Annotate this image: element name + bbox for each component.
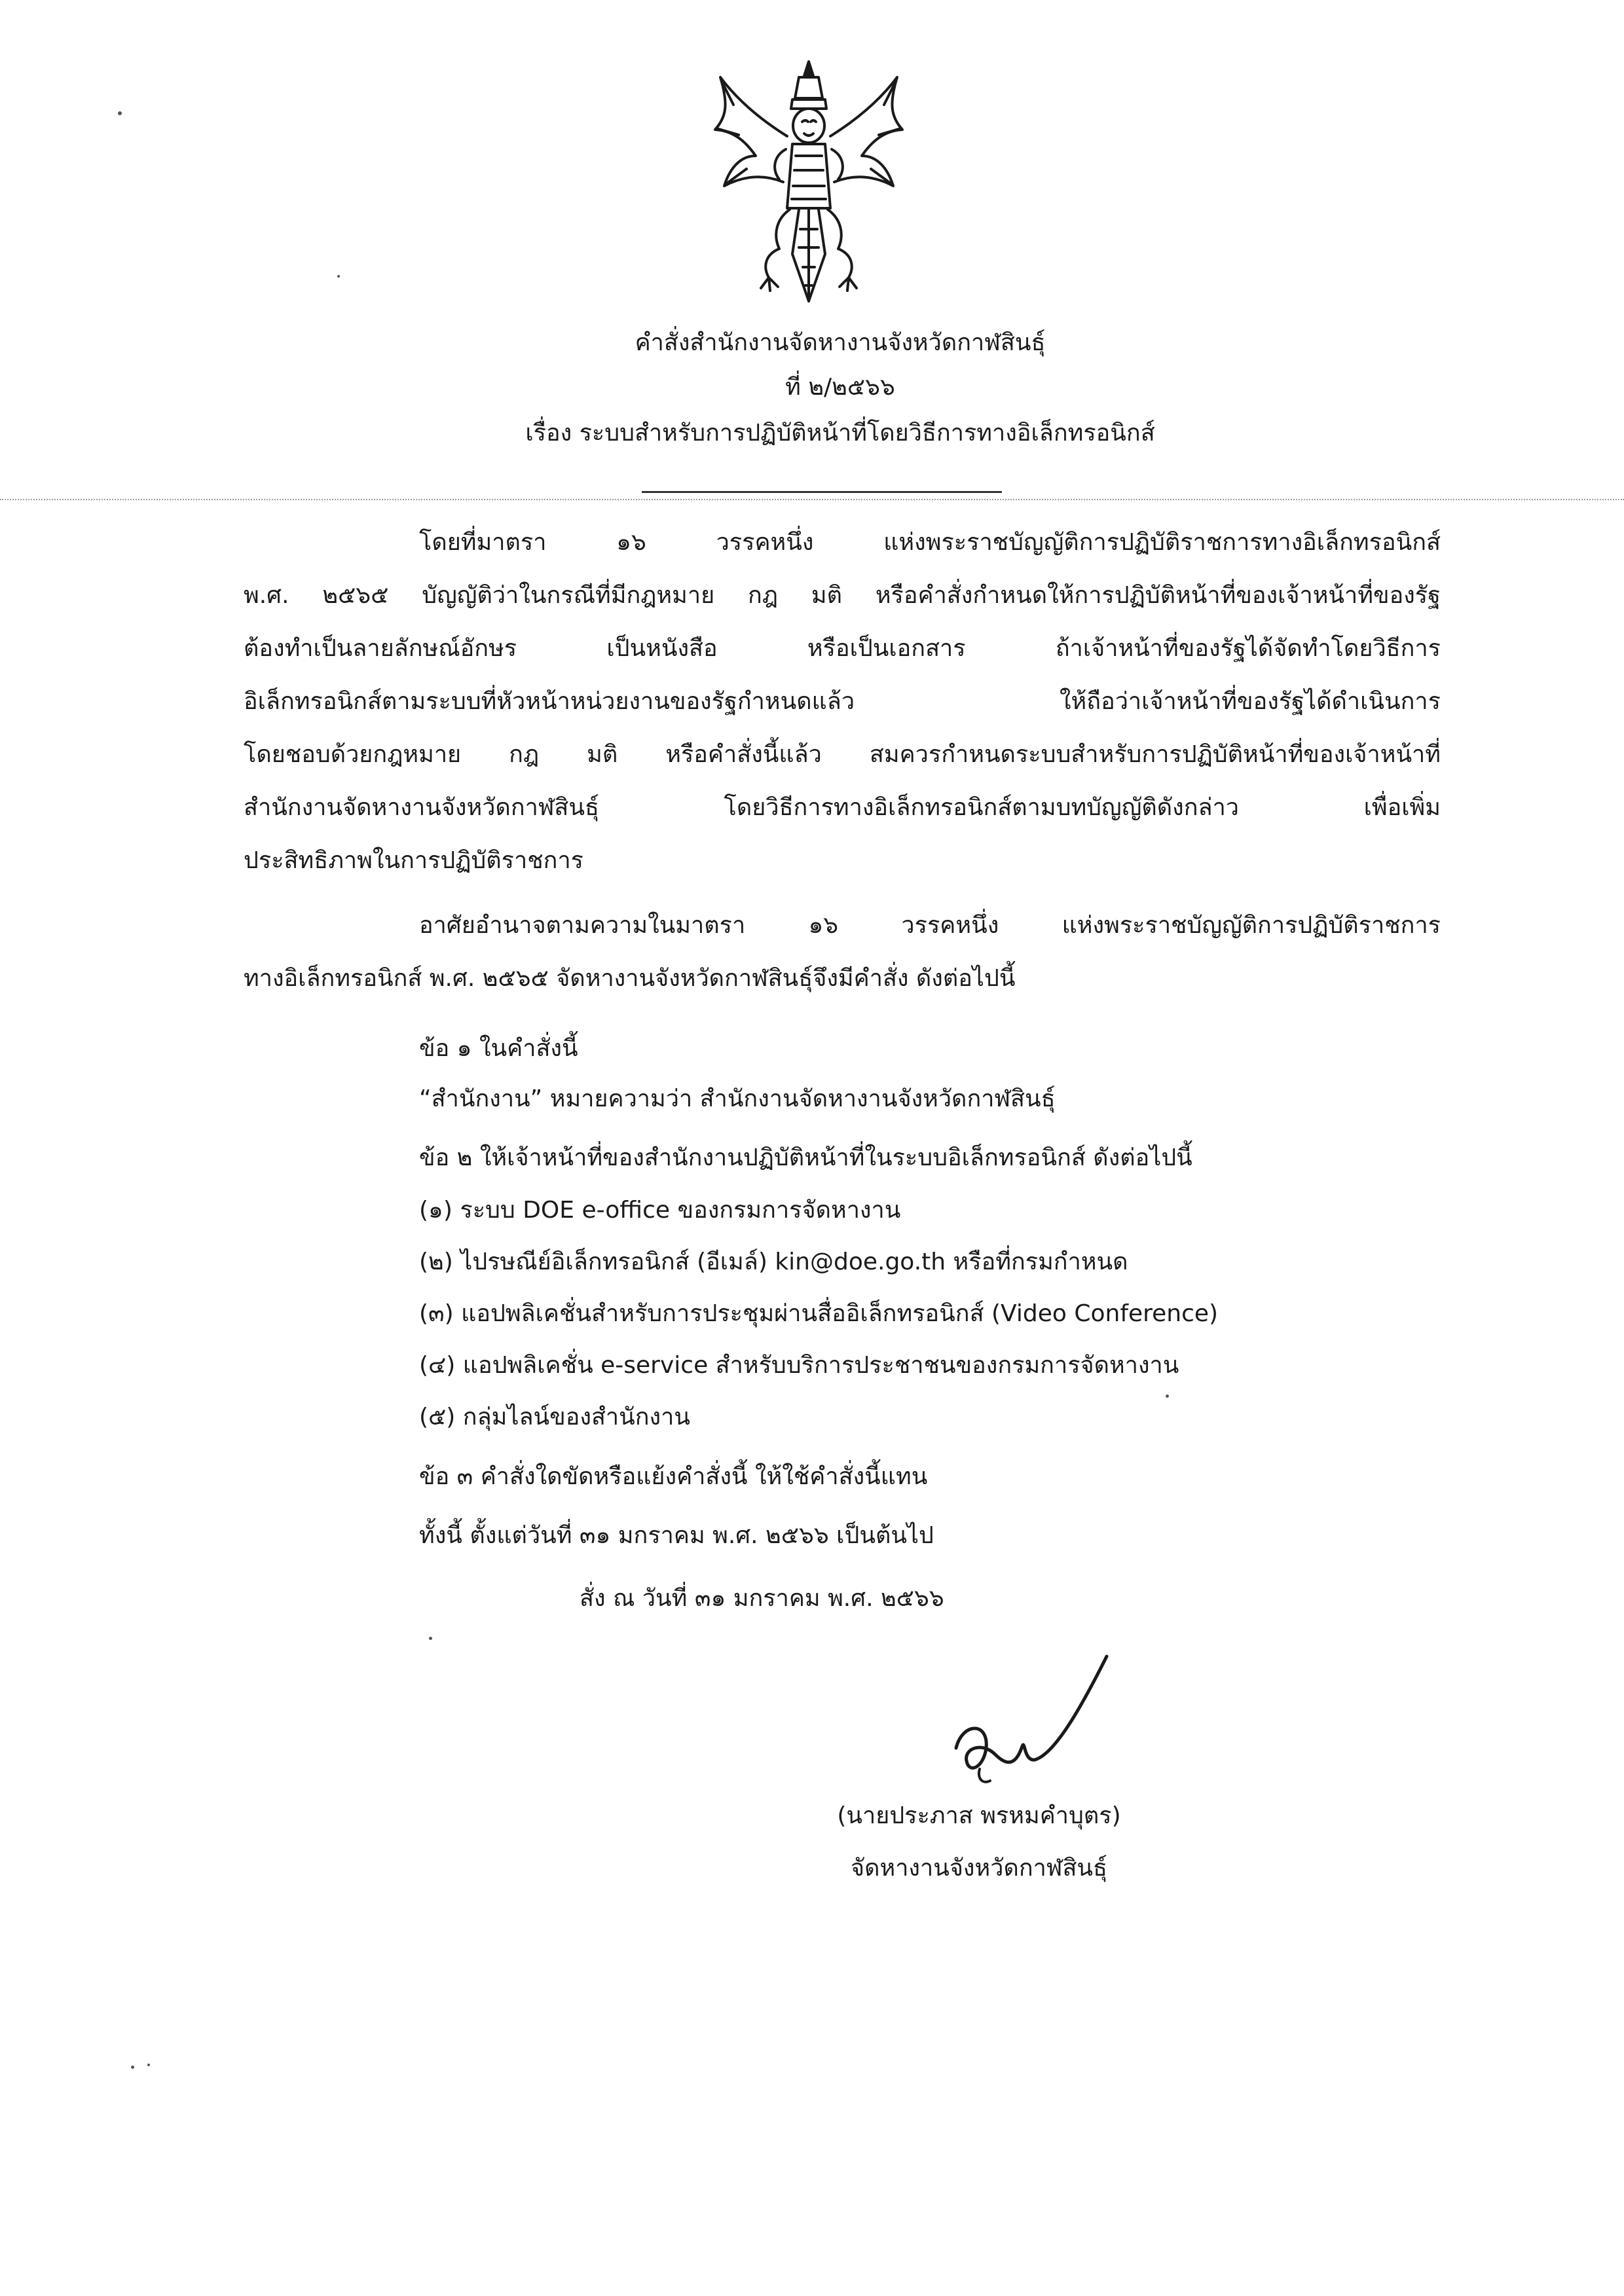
clause-2-item-4: (๔) แอปพลิเคชั่น e-service สำหรับบริการประชาชนของกรมการจัดหางาน	[419, 1352, 1179, 1379]
preamble-line-7: ประสิทธิภาพในการปฏิบัติราชการ	[244, 847, 583, 874]
order-subject: เรื่อง ระบบสำหรับการปฏิบัติหน้าที่โดยวิธีการทางอิเล็กทรอนิกส์	[525, 420, 1155, 446]
preamble-line-3: ต้องทำเป็นลายลักษณ์อักษร เป็นหนังสือ หรือเป็นเอกสาร ถ้าเจ้าหน้าที่ของรัฐได้จัดทำโดยวิธีการ	[244, 635, 1441, 662]
clause-2-item-1: (๑) ระบบ DOE e-office ของกรมการจัดหางาน	[419, 1197, 901, 1224]
preamble-line-2: พ.ศ. ๒๕๖๕ บัญญัติว่าในกรณีที่มีกฎหมาย กฎ มติ หรือคำสั่งกำหนดให้การปฏิบัติหน้าที่ของเจ้าหน้าที่ของรัฐ	[244, 582, 1441, 609]
clause-2-heading: ข้อ ๒ ให้เจ้าหน้าที่ของสำนักงานปฏิบัติหน้าที่ในระบบอิเล็กทรอนิกส์ ดังต่อไปนี้	[419, 1144, 1192, 1171]
effective-date: ทั้งนี้ ตั้งแต่วันที่ ๓๑ มกราคม พ.ศ. ๒๕๖๖ เป็นต้นไป	[419, 1522, 934, 1549]
signatory-name: (นายประภาส พรหมคำบุตร)	[837, 1802, 1121, 1829]
scan-speck	[429, 1637, 432, 1640]
order-title: คำสั่งสำนักงานจัดหางานจังหวัดกาฬสินธุ์	[635, 329, 1046, 356]
clause-3: ข้อ ๓ คำสั่งใดขัดหรือแย้งคำสั่งนี้ ให้ใช้คำสั่งนี้แทน	[419, 1463, 928, 1490]
preamble-line-6: สำนักงานจัดหางานจังหวัดกาฬสินธุ์ โดยวิธีการทางอิเล็กทรอนิกส์ตามบทบัญญัติดังกล่าว เพื่อเพิ่ม	[244, 794, 1441, 821]
garuda-emblem	[701, 58, 917, 306]
clause-2-item-5: (๕) กลุ่มไลน์ของสำนักงาน	[419, 1404, 690, 1430]
authority-line-2: ทางอิเล็กทรอนิกส์ พ.ศ. ๒๕๖๕ จัดหางานจังหวัดกาฬสินธุ์จึงมีคำสั่ง ดังต่อไปนี้	[244, 965, 1016, 992]
given-on-date: สั่ง ณ วันที่ ๓๑ มกราคม พ.ศ. ๒๕๖๖	[580, 1585, 944, 1612]
preamble-line-1: โดยที่มาตรา ๑๖ วรรคหนึ่ง แห่งพระราชบัญญัติการปฏิบัติราชการทางอิเล็กทรอนิกส์	[419, 529, 1441, 556]
scan-speck	[337, 275, 340, 278]
clause-1-definition: “สำนักงาน” หมายความว่า สำนักงานจัดหางานจังหวัดกาฬสินธุ์	[419, 1085, 1056, 1112]
authority-line-1: อาศัยอำนาจตามความในมาตรา ๑๖ วรรคหนึ่ง แห่งพระราชบัญญัติการปฏิบัติราชการ	[419, 912, 1441, 939]
signatory-position: จัดหางานจังหวัดกาฬสินธุ์	[851, 1855, 1107, 1882]
order-number: ที่ ๒/๒๕๖๖	[785, 374, 895, 401]
handwritten-signature	[943, 1650, 1113, 1794]
clause-2-item-2: (๒) ไปรษณีย์อิเล็กทรอนิกส์ (อีเมล์) kin@doe.go.th หรือที่กรมกำหนด	[419, 1248, 1128, 1275]
scan-speck	[118, 111, 122, 115]
scan-speck	[147, 2064, 150, 2066]
clause-2-item-3: (๓) แอปพลิเคชั่นสำหรับการประชุมผ่านสื่ออิเล็กทรอนิกส์ (Video Conference)	[419, 1300, 1219, 1327]
preamble-line-4: อิเล็กทรอนิกส์ตามระบบที่หัวหน้าหน่วยงานของรัฐกำหนดแล้ว ให้ถือว่าเจ้าหน้าที่ของรัฐได้ดำเนินการ	[244, 688, 1441, 715]
scan-speck	[131, 2066, 134, 2069]
scan-speck	[1166, 1394, 1169, 1398]
scan-dotted-line	[0, 499, 1624, 500]
header-divider	[642, 491, 1002, 493]
clause-1-heading: ข้อ ๑ ในคำสั่งนี้	[419, 1035, 578, 1062]
preamble-line-5: โดยชอบด้วยกฎหมาย กฎ มติ หรือคำสั่งนี้แล้ว สมควรกำหนดระบบสำหรับการปฏิบัติหน้าที่ของเจ้าหน้าที่	[244, 741, 1441, 768]
